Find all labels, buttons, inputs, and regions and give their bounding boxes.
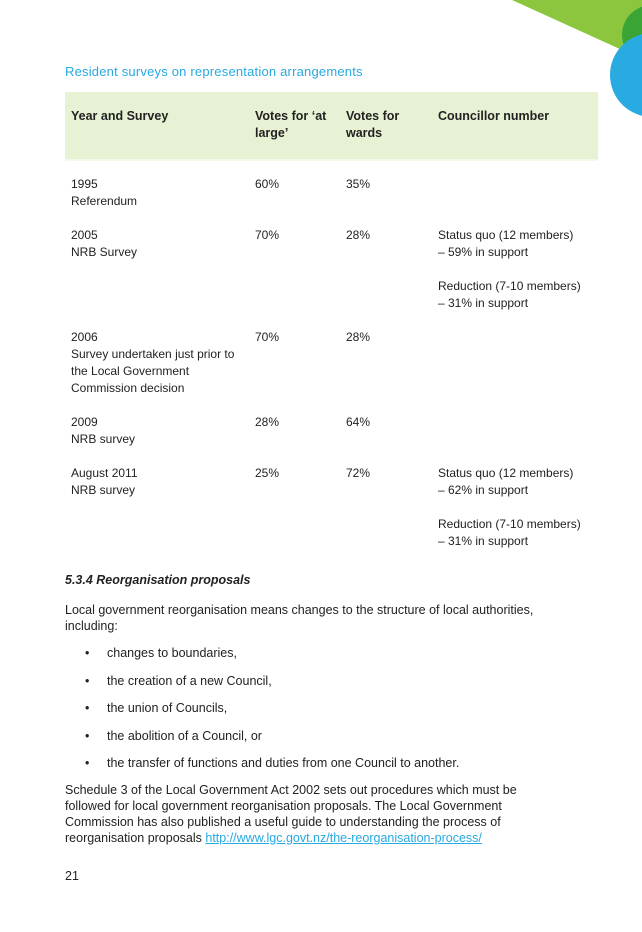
cell-wards: 35% bbox=[346, 177, 371, 191]
cell-wards: 64% bbox=[346, 415, 371, 429]
cell-councillor-number: Status quo (12 members) – 59% in support Reduction (7-10 members) – 31% in support bbox=[438, 228, 581, 310]
cell-survey: 1995 Referendum bbox=[71, 177, 138, 208]
header-votes-at-large: Votes for ‘at large’ bbox=[255, 109, 327, 140]
cell-at-large: 70% bbox=[255, 330, 280, 344]
page-number: 21 bbox=[65, 869, 79, 883]
bullet-icon: • bbox=[85, 701, 90, 715]
green-stripe-shape bbox=[512, 0, 642, 50]
representation-survey-table bbox=[65, 92, 598, 548]
cell-wards: 28% bbox=[346, 228, 371, 242]
table-caption: Resident surveys on representation arrangements bbox=[65, 64, 363, 79]
bullet-icon: • bbox=[85, 728, 90, 743]
cell-wards: 72% bbox=[346, 466, 371, 480]
cell-at-large: 25% bbox=[255, 466, 280, 480]
bullet-icon: • bbox=[85, 756, 90, 770]
bullet-icon: • bbox=[85, 673, 90, 688]
cell-survey: 2006 Survey undertaken just prior to the Local Government Commission decision bbox=[71, 330, 235, 395]
header-votes-wards: Votes for wards bbox=[346, 109, 400, 140]
cell-survey: August 2011 NRB survey bbox=[71, 466, 138, 497]
cell-wards: 28% bbox=[346, 330, 371, 344]
schedule-paragraph: Schedule 3 of the Local Government Act 2002 sets out procedures which must be followed for local government reorganisation proposals. The Local Government Commission has also published a useful guide to understanding the process of reorganisation proposals http://www.lgc.govt.nz/the-reorganisation-process/ bbox=[65, 783, 517, 845]
cell-survey: 2005 NRB Survey bbox=[71, 228, 138, 259]
cell-at-large: 70% bbox=[255, 228, 280, 242]
cell-at-large: 28% bbox=[255, 415, 280, 429]
cell-at-large: 60% bbox=[255, 177, 280, 191]
cell-councillor-number: Status quo (12 members) – 62% in support Reduction (7-10 members) – 31% in support bbox=[438, 466, 581, 548]
header-year-and-survey: Year and Survey bbox=[71, 109, 169, 123]
section-heading: 5.3.4 Reorganisation proposals bbox=[65, 573, 251, 587]
reorganisation-process-link[interactable]: http://www.lgc.govt.nz/the-reorganisation-process/ bbox=[205, 831, 482, 845]
cell-survey: 2009 NRB survey bbox=[71, 415, 136, 446]
intro-paragraph: Local government reorganisation means changes to the structure of local authorities, including: bbox=[65, 603, 534, 633]
bullet-icon: • bbox=[85, 646, 90, 660]
table-header-row bbox=[65, 92, 598, 161]
header-councillor-number: Councillor number bbox=[438, 109, 550, 123]
